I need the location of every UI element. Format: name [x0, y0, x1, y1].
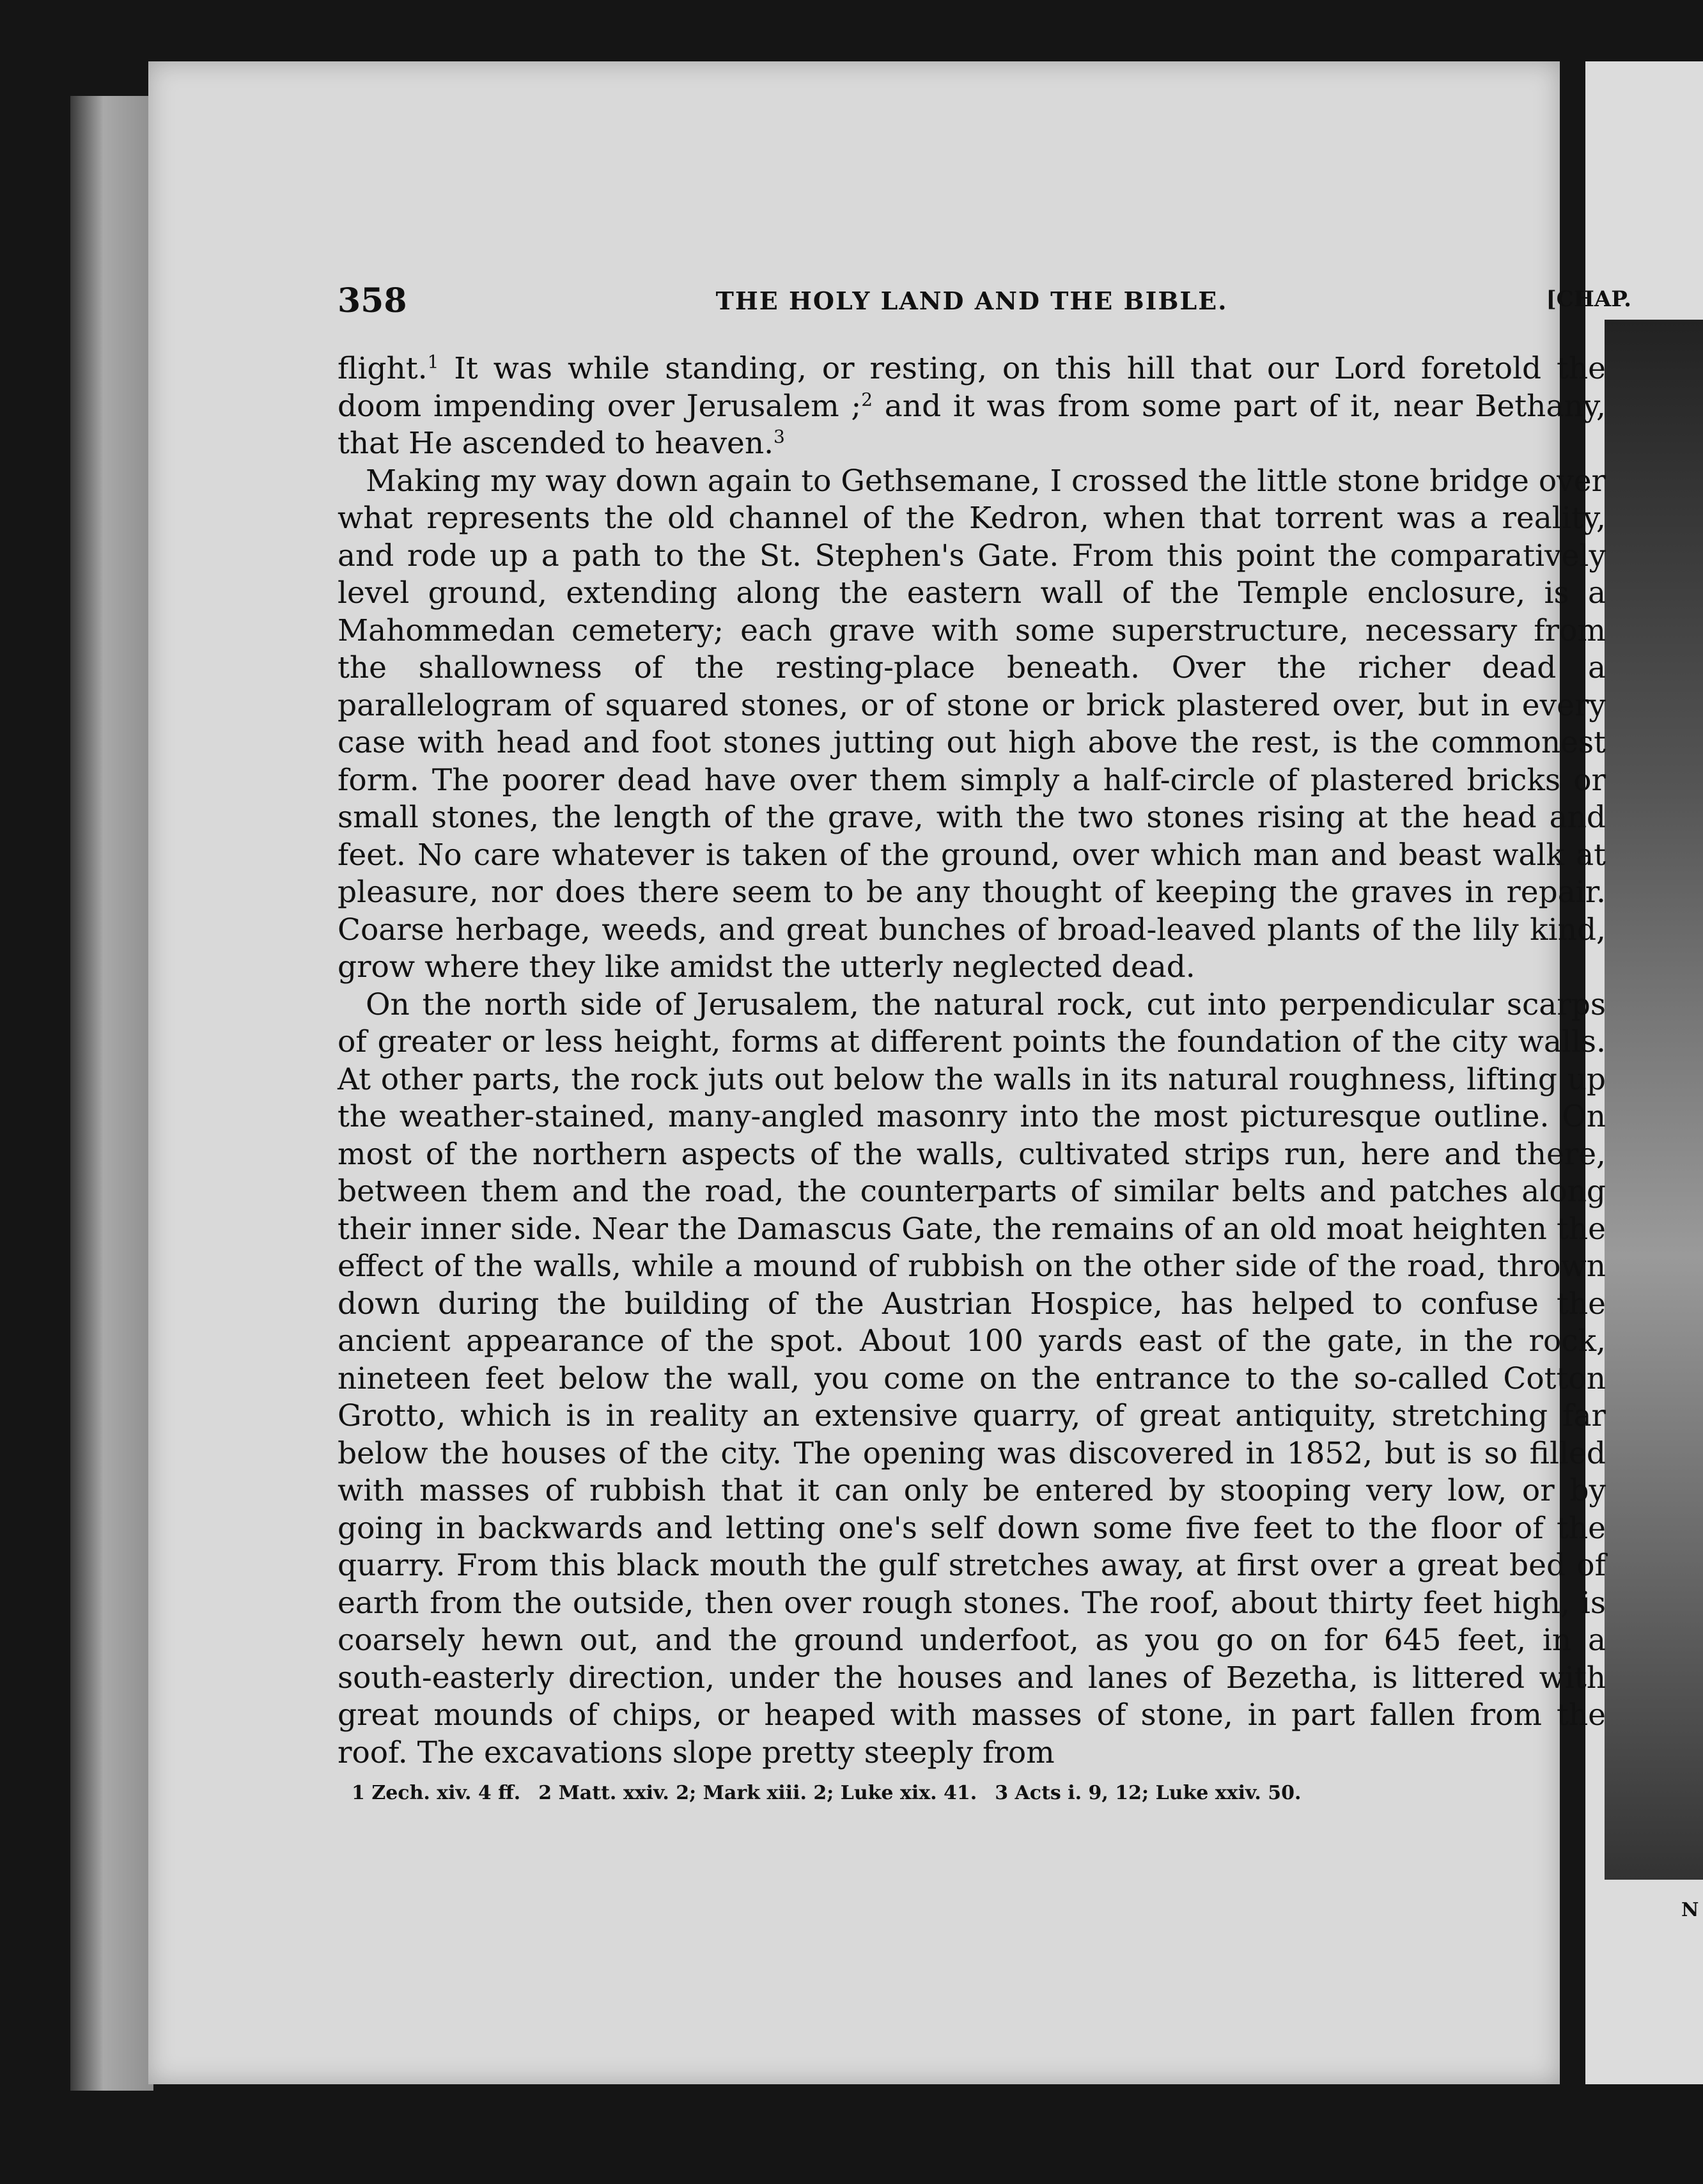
body-text	[338, 350, 1606, 1772]
chapter-mark: [CHAP.	[1546, 286, 1631, 312]
running-title: THE HOLY LAND AND THE BIBLE.	[715, 286, 1228, 315]
footnote: 3 Acts i. 9, 12; Luke xxiv. 50.	[995, 1782, 1302, 1804]
footnote: 1 Zech. xiv. 4 ff.	[352, 1782, 521, 1804]
facing-page-caption-fragment: N	[1681, 1899, 1699, 1921]
footnote-marker: 3	[774, 426, 785, 448]
paragraph-text: and it was from some part of it, near Bethany, that He ascended to heaven.	[338, 388, 1606, 461]
paragraph-text: Making my way down again to Gethsemane, I crossed the little stone bridge over what represents the old channel of the Kedron, when that torrent was a reality, and rode up a path to the St. Stephen's Gate. From this point the comparatively level ground, extending along the eastern wall of the Temple enclosure, is a Mahommedan cemetery; each grave with some superstructure, necessary from the shallowness of the resting-place beneath. Over the richer dead a parallelogram of squared stones, or of stone or brick plastered over, but in every case with head and foot stones jutting out high above the rest, is the commonest form. The poorer dead have over them simply a half-circle of plastered bricks or small stones, the length of the grave, with the two stones rising at the head and feet. No care whatever is taken of the ground, over which man and beast walk at pleasure, nor does there seem to be any thought of keeping the graves in repair. Coarse herbage, weeds, and great bunches of broad-leaved plants of the lily kind, grow where they like amidst the utterly neglected dead.	[338, 463, 1606, 985]
page-content	[338, 281, 1631, 1804]
page-number: 358	[338, 281, 407, 320]
book-page	[148, 61, 1631, 2084]
facing-page-illustration	[1605, 320, 1703, 1880]
book-spine-edge	[70, 96, 153, 2091]
paragraph	[338, 350, 1606, 463]
paragraph-text: flight.	[338, 351, 428, 386]
footnote-marker: 1	[427, 351, 439, 373]
paragraph-text: On the north side of Jerusalem, the natural rock, cut into perpendicular scarps of greater or less height, forms at different points the foundation of the city walls. At other parts, the rock juts out below the walls in its natural roughness, lifting up the weather-stained, many-angled masonry into the most picturesque outline. On most of the northern aspects of the walls, cultivated strips run, here and there, between them and the road, the counterparts of similar belts and patches along their inner side. Near the Damascus Gate, the remains of an old moat heighten the effect of the walls, while a mound of rubbish on the other side of the road, thrown down during the building of the Austrian Hospice, has helped to confuse the ancient appearance of the spot. About 100 yards east of the gate, in the rock, nineteen feet below the wall, you come on the entrance to the so-called Cotton Grotto, which is in reality an extensive quarry, of great antiquity, stretching far below the houses of the city. The opening was discovered in 1852, but is so filled with masses of rubbish that it can only be entered by stooping very low, or by going in backwards and letting one's self down some five feet to the floor of the quarry. From this black mouth the gulf stretches away, at first over a great bed of earth from the outside, then over rough stones. The roof, about thirty feet high, is coarsely hewn out, and the ground underfoot, as you go on for 645 feet, in a south-easterly direction, under the houses and lanes of Bezetha, is littered with great mounds of chips, or heaped with masses of stone, in part fallen from the roof. The excavations slope pretty steeply from	[338, 987, 1606, 1770]
paragraph	[338, 987, 1606, 1772]
running-head	[338, 281, 1631, 322]
footnote: 2 Matt. xxiv. 2; Mark xiii. 2; Luke xix. 41.	[538, 1782, 977, 1804]
footnotes	[338, 1782, 1606, 1804]
paragraph-text: It was while standing, or resting, on this hill that our Lord foretold the doom impending over Jerusalem ;	[338, 351, 1606, 424]
paragraph	[338, 463, 1606, 987]
footnote-marker: 2	[861, 388, 873, 410]
